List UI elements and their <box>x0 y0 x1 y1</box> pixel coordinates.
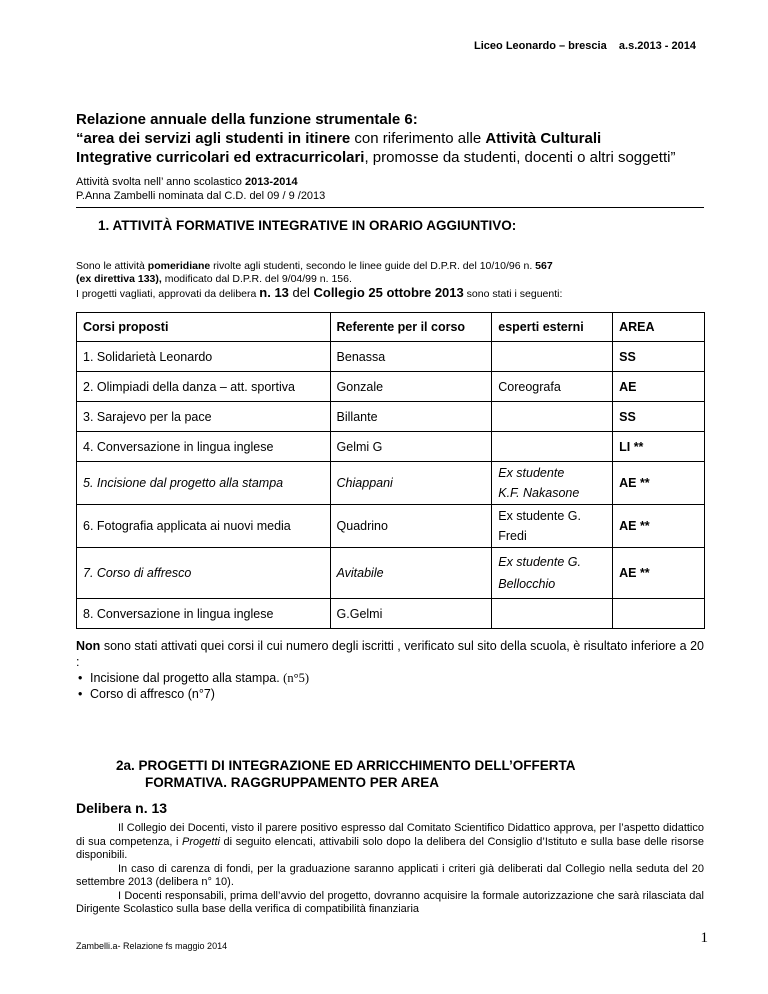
intro-line1a: Attività svolta nell’ anno scolastico <box>76 176 245 188</box>
cell-referent: Billante <box>330 402 492 432</box>
bullet1-number: (n°5) <box>283 671 309 685</box>
s1-p2b: modificato dal D.P.R. del 9/04/99 n. 156. <box>161 273 352 285</box>
expert-line1: Ex studente <box>498 466 565 480</box>
s1-p3e: sono stati i seguenti: <box>463 288 563 300</box>
cell-course: 7. Corso di affresco <box>77 548 331 599</box>
cell-referent: Quadrino <box>330 505 492 548</box>
table-row <box>77 342 705 372</box>
delibera-p1a: Il Collegio dei Docenti, visto il parere positivo espresso dal Comitato Scientifico Didattico approva, per l’aspetto didattico di sua competenza, i <box>76 822 704 848</box>
table-row <box>77 432 705 462</box>
col-header-area: AREA <box>613 313 705 342</box>
s1-p1b: pomeridiane <box>147 260 211 272</box>
note-non: Non <box>76 639 101 653</box>
header-school: Liceo Leonardo – brescia <box>474 40 607 52</box>
title-line2b: con riferimento alle <box>350 130 486 147</box>
cell-referent: G.Gelmi <box>330 599 492 629</box>
cell-experts <box>492 432 613 462</box>
page-number: 1 <box>700 930 708 946</box>
section1-title: 1. ATTIVITÀ FORMATIVE INTEGRATIVE IN ORARIO AGGIUNTIVO: <box>98 218 517 233</box>
table-header-row <box>77 313 705 342</box>
delibera-p3: I Docenti responsabili, prima dell’avvio del progetto, dovranno acquisire la formale autorizzazione che sarà rilasciata dal Dirigente Scolastico sulla base della verifica di compatibilità finanziaria <box>76 889 704 915</box>
delibera-text <box>76 822 704 917</box>
s1-p3b: n. 13 <box>259 285 289 300</box>
cell-course: 8. Conversazione in lingua inglese <box>77 599 331 629</box>
col-header-course: Corsi proposti <box>77 313 331 342</box>
delibera-p1 <box>76 822 704 863</box>
delibera-p1b: Progetti <box>182 835 220 848</box>
delibera-title: Delibera n. 13 <box>76 800 168 816</box>
cell-area: AE ** <box>613 462 705 505</box>
cell-referent: Gonzale <box>330 372 492 402</box>
title-line3b: , promosse da studenti, docenti o altri soggetti” <box>364 149 676 166</box>
cell-experts <box>492 462 613 505</box>
cell-course: 1. Solidarietà Leonardo <box>77 342 331 372</box>
section2-title <box>116 757 576 791</box>
bullet1-text: Incisione dal progetto alla stampa. <box>90 671 284 685</box>
divider-top <box>76 207 704 208</box>
bullet2-text: Corso di affresco (n°7) <box>90 687 215 701</box>
expert-line2: Bellocchio <box>498 577 556 591</box>
table-row <box>77 548 705 599</box>
table-row <box>77 599 705 629</box>
title-line1: Relazione annuale della funzione strumentale 6: <box>76 111 418 128</box>
s1-p3c: del <box>288 285 314 300</box>
delibera-p2: In caso di carenza di fondi, per la graduazione saranno applicati i criteri già deliberati dal Collegio nella seduta del 20 settembre 2013 (delibera n° 10). <box>76 862 704 888</box>
cell-course: 6. Fotografia applicata ai nuovi media <box>77 505 331 548</box>
cell-area: AE ** <box>613 505 705 548</box>
expert-line2: K.F. Nakasone <box>498 486 580 500</box>
title-line2c: Attività Culturali <box>485 130 602 147</box>
s1-p2a: (ex direttiva 133), <box>76 273 162 285</box>
cell-referent: Gelmi G <box>330 432 492 462</box>
cell-experts <box>492 599 613 629</box>
cell-experts <box>492 342 613 372</box>
table-row <box>77 372 705 402</box>
table-row <box>77 462 705 505</box>
footer-text: Zambelli.a- Relazione fs maggio 2014 <box>76 941 228 951</box>
note-paragraph <box>76 638 704 670</box>
list-item <box>76 670 704 686</box>
title-line3a: Integrative curricolari ed extracurricolari <box>76 149 365 166</box>
col-header-experts: esperti esterni <box>492 313 613 342</box>
expert-line1: Ex studente G. <box>498 555 581 569</box>
expert-line2: Fredi <box>498 529 527 543</box>
cell-area: SS <box>613 342 705 372</box>
cell-course: 5. Incisione dal progetto alla stampa <box>77 462 331 505</box>
col-header-referent: Referente per il corso <box>330 313 492 342</box>
note-text: sono stati attivati quei corsi il cui numero degli iscritti , verificato sul sito della scuola, è risultato inferiore a 20 : <box>76 639 704 669</box>
cell-experts <box>492 402 613 432</box>
cell-area <box>613 599 705 629</box>
s1-p1c: rivolte agli studenti, secondo le linee guide del D.P.R. del 10/10/96 n. <box>210 260 536 272</box>
cell-area: AE ** <box>613 548 705 599</box>
cell-experts <box>492 505 613 548</box>
list-item <box>76 686 704 702</box>
table-row <box>77 505 705 548</box>
page-header <box>474 40 696 52</box>
section1-description <box>76 260 704 301</box>
intro-year: 2013-2014 <box>244 176 298 188</box>
header-year: a.s.2013 - 2014 <box>618 40 696 52</box>
cell-experts <box>492 548 613 599</box>
cell-course: 2. Olimpiadi della danza – att. sportiva <box>77 372 331 402</box>
document-title <box>76 110 716 167</box>
delibera-p1c: di seguito elencati, attivabili solo dopo la delibera del Consiglio d’Istituto e sulla base delle risorse disponibili. <box>76 835 704 861</box>
cell-referent: Benassa <box>330 342 492 372</box>
cell-referent: Chiappani <box>330 462 492 505</box>
s1-p1a: Sono le attività <box>76 260 148 272</box>
intro-line2: P.Anna Zambelli nominata dal C.D. del 09 / 9 /2013 <box>76 190 326 202</box>
title-line2a: “area dei servizi agli studenti in itinere <box>76 130 351 147</box>
cell-course: 3. Sarajevo per la pace <box>77 402 331 432</box>
s1-p1d: 567 <box>535 260 553 272</box>
section2-line2: FORMATIVA. RAGGRUPPAMENTO PER AREA <box>145 775 440 790</box>
cell-area: LI ** <box>613 432 705 462</box>
cell-referent: Avitabile <box>330 548 492 599</box>
cell-experts: Coreografa <box>492 372 613 402</box>
s1-p3a: I progetti vagliati, approvati da delibera <box>76 288 260 300</box>
expert-line1: Ex studente G. <box>498 509 581 523</box>
table-row <box>77 402 705 432</box>
cell-course: 4. Conversazione in lingua inglese <box>77 432 331 462</box>
courses-table <box>76 312 705 629</box>
cell-area: SS <box>613 402 705 432</box>
s1-p3d: Collegio 25 ottobre 2013 <box>313 285 464 300</box>
cell-area: AE <box>613 372 705 402</box>
intro <box>76 175 325 203</box>
section2-line1: 2a. PROGETTI DI INTEGRAZIONE ED ARRICCHIMENTO DELL’OFFERTA <box>116 758 576 773</box>
not-activated-note <box>76 638 704 702</box>
